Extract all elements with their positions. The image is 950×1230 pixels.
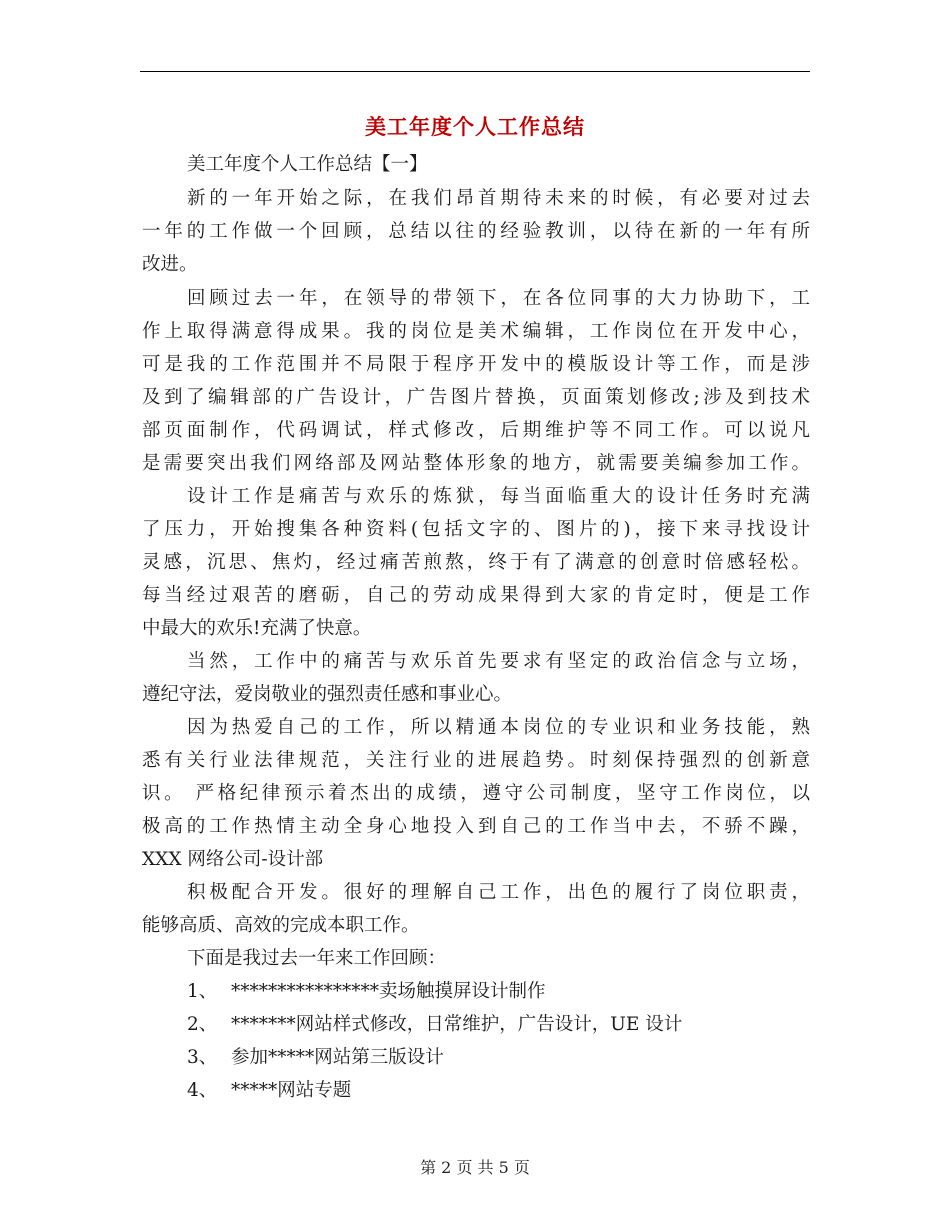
paragraph-line: 灵感，沉思、焦灼，经过痛苦煎熬，终于有了满意的创意时倍感轻松。 <box>142 552 810 573</box>
section-heading: 美工年度个人工作总结【一】 <box>187 154 428 175</box>
list-item-text: ****************卖场触摸屏设计制作 <box>231 981 546 1002</box>
paragraph-line: 悉有关行业法律规范，关注行业的进展趋势。时刻保持强烈的创新意 <box>142 750 810 771</box>
list-item-number: 1、 <box>187 981 218 1002</box>
paragraph-line: 能够高质、高效的完成本职工作。 <box>142 915 420 936</box>
paragraph-line: 是需要突出我们网络部及网站整体形象的地方，就需要美编参加工作。 <box>142 453 810 474</box>
paragraph-line: 设计工作是痛苦与欢乐的炼狱，每当面临重大的设计任务时充满 <box>187 486 810 507</box>
list-item <box>187 1013 682 1037</box>
company-department: XXX 网络公司-设计部 <box>142 849 324 870</box>
paragraph-line: 识。 严格纪律预示着杰出的成绩，遵守公司制度，坚守工作岗位，以 <box>142 783 810 804</box>
list-item <box>187 1079 351 1103</box>
page-footer: 第 2 页 共 5 页 <box>420 1158 530 1177</box>
paragraph-line: 新的一年开始之际，在我们昂首期待未来的时候，有必要对过去 <box>187 188 810 209</box>
list-item-text: *******网站样式修改，日常维护，广告设计，UE 设计 <box>231 1014 683 1035</box>
header-rule <box>140 71 810 72</box>
list-item-number: 2、 <box>187 1014 218 1035</box>
paragraph-line: 一年的工作做一个回顾，总结以往的经验教训，以待在新的一年有所 <box>142 221 810 242</box>
paragraph-line: 部页面制作，代码调试，样式修改，后期维护等不同工作。可以说凡 <box>142 420 810 441</box>
list-item <box>187 980 546 1004</box>
paragraph-line: 及到了编辑部的广告设计，广告图片替换，页面策划修改;涉及到技术 <box>142 387 810 408</box>
list-item-text: *****网站专题 <box>231 1080 352 1101</box>
paragraph-line: 改进。 <box>142 254 198 275</box>
list-intro: 下面是我过去一年来工作回顾： <box>187 948 447 969</box>
paragraph-line: 了压力，开始搜集各种资料(包括文字的、图片的)，接下来寻找设计 <box>142 519 810 540</box>
list-item <box>187 1046 444 1070</box>
list-item-number: 3、 <box>187 1047 218 1068</box>
paragraph-line: 当然，工作中的痛苦与欢乐首先要求有坚定的政治信念与立场， <box>187 651 810 672</box>
list-item-number: 4、 <box>187 1080 218 1101</box>
paragraph-line: 每当经过艰苦的磨砺，自己的劳动成果得到大家的肯定时，便是工作 <box>142 585 810 606</box>
document-title: 美工年度个人工作总结 <box>365 114 585 139</box>
paragraph-line: 作上取得满意得成果。我的岗位是美术编辑，工作岗位在开发中心， <box>142 321 810 342</box>
paragraph-line: 极高的工作热情主动全身心地投入到自己的工作当中去，不骄不躁， <box>142 816 810 837</box>
paragraph-line: 可是我的工作范围并不局限于程序开发中的模版设计等工作，而是涉 <box>142 354 810 375</box>
paragraph-line: 中最大的欢乐!充满了快意。 <box>142 618 372 639</box>
paragraph-line: 回顾过去一年，在领导的带领下，在各位同事的大力协助下，工 <box>187 288 810 309</box>
paragraph-line: 遵纪守法，爱岗敬业的强烈责任感和事业心。 <box>142 684 513 705</box>
list-item-text: 参加*****网站第三版设计 <box>231 1047 444 1068</box>
paragraph-line: 积极配合开发。很好的理解自己工作，出色的履行了岗位职责， <box>187 882 810 903</box>
paragraph-line: 因为热爱自己的工作，所以精通本岗位的专业识和业务技能，熟 <box>187 717 810 738</box>
